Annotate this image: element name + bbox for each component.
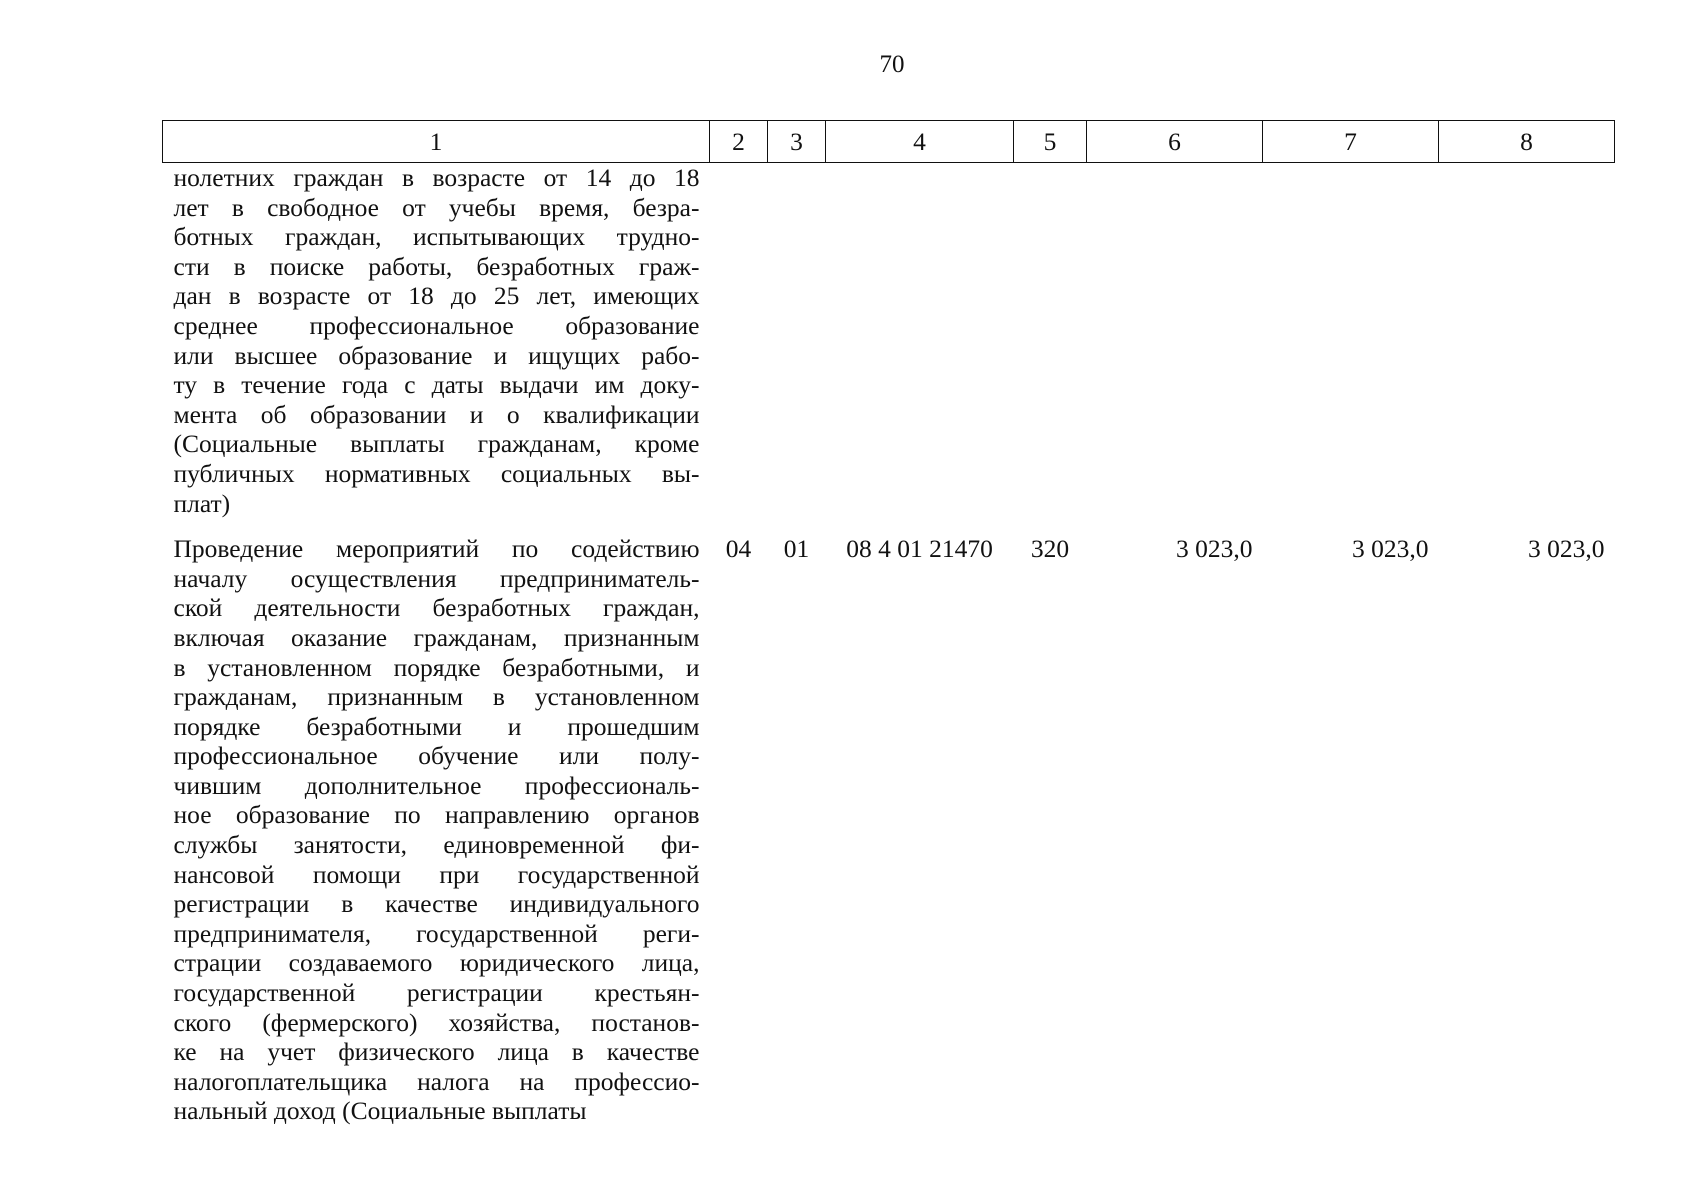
description-line: лет в свободное от учебы время, безра- (173, 192, 700, 222)
cell-amount-8: 3 023,0 (1528, 534, 1605, 564)
description-line: службы занятости, единовременной фи- (173, 830, 700, 860)
header-col-4: 4 (826, 121, 1014, 163)
header-col-2: 2 (710, 121, 768, 163)
cell-amount-8 (1439, 163, 1615, 535)
description-line: налогоплательщика налога на профессио- (173, 1066, 700, 1096)
page-number: 70 (879, 51, 905, 78)
description-line: страции создаваемого юридического лица, (173, 948, 700, 978)
cell-section: 04 (725, 534, 752, 564)
description-line: ке на учет физического лица в качестве (173, 1037, 700, 1067)
cell-amount-7: 3 023,0 (1352, 534, 1429, 564)
description-line: (Социальные выплаты гражданам, кроме (173, 429, 700, 459)
cell-subsection: 01 (783, 534, 810, 564)
description-line: дан в возрасте от 18 до 25 лет, имеющих (173, 281, 700, 311)
description-line: ской деятельности безработных граждан, (173, 593, 700, 623)
description-line: среднее профессиональное образование (173, 310, 700, 340)
description-line: порядке безработными и прошедшим (173, 711, 700, 741)
description-line: ботных граждан, испытывающих трудно- (173, 222, 700, 252)
description-line: или высшее образование и ищущих рабо- (173, 340, 700, 370)
cell-target-article: 08 4 01 21470 (846, 534, 993, 564)
cell-amount-6 (1087, 163, 1263, 535)
row-description (163, 163, 710, 535)
description-line: мента об образовании и о квалификации (173, 399, 700, 429)
budget-table (162, 120, 1615, 1126)
cell-amount-6: 3 023,0 (1176, 534, 1253, 564)
cell-expense-type (1014, 163, 1087, 535)
cell-expense-type: 320 (1030, 534, 1070, 564)
description-line: сти в поиске работы, безработных граж- (173, 251, 700, 281)
header-col-8: 8 (1439, 121, 1615, 163)
description-line: ту в течение года с даты выдачи им доку- (173, 370, 700, 400)
description-line: государственной регистрации крестьян- (173, 978, 700, 1008)
header-col-6: 6 (1087, 121, 1263, 163)
cell-target-article (826, 163, 1014, 535)
cell-section (710, 163, 768, 535)
description-line: нолетних граждан в возрасте от 14 до 18 (173, 163, 700, 192)
description-line: регистрации в качестве индивидуального (173, 889, 700, 919)
description-line: предпринимателя, государственной реги- (173, 918, 700, 948)
description-line: ского (фермерского) хозяйства, постанов- (173, 1007, 700, 1037)
description-line: Проведение мероприятий по содействию (173, 534, 700, 564)
description-line: чившим дополнительное профессиональ- (173, 770, 700, 800)
header-col-1: 1 (163, 121, 710, 163)
table-row (163, 534, 1615, 1126)
description-line: нальный доход (Социальные выплаты (173, 1096, 587, 1126)
description-line: плат) (173, 488, 231, 518)
table-header (163, 121, 1615, 163)
row-description (163, 534, 710, 1126)
description-line: включая оказание гражданам, признанным (173, 622, 700, 652)
header-col-5: 5 (1014, 121, 1087, 163)
cell-subsection (768, 163, 826, 535)
header-col-3: 3 (768, 121, 826, 163)
description-line: ное образование по направлению органов (173, 800, 700, 830)
header-col-7: 7 (1263, 121, 1439, 163)
description-line: гражданам, признанным в установленном (173, 682, 700, 712)
description-line: началу осуществления предприниматель- (173, 563, 700, 593)
description-line: нансовой помощи при государственной (173, 859, 700, 889)
table-row (163, 163, 1615, 535)
table-body (163, 163, 1615, 1127)
description-line: публичных нормативных социальных вы- (173, 458, 700, 488)
description-line: в установленном порядке безработными, и (173, 652, 700, 682)
description-line: профессиональное обучение или полу- (173, 741, 700, 771)
cell-amount-7 (1263, 163, 1439, 535)
header-row (163, 121, 1615, 163)
